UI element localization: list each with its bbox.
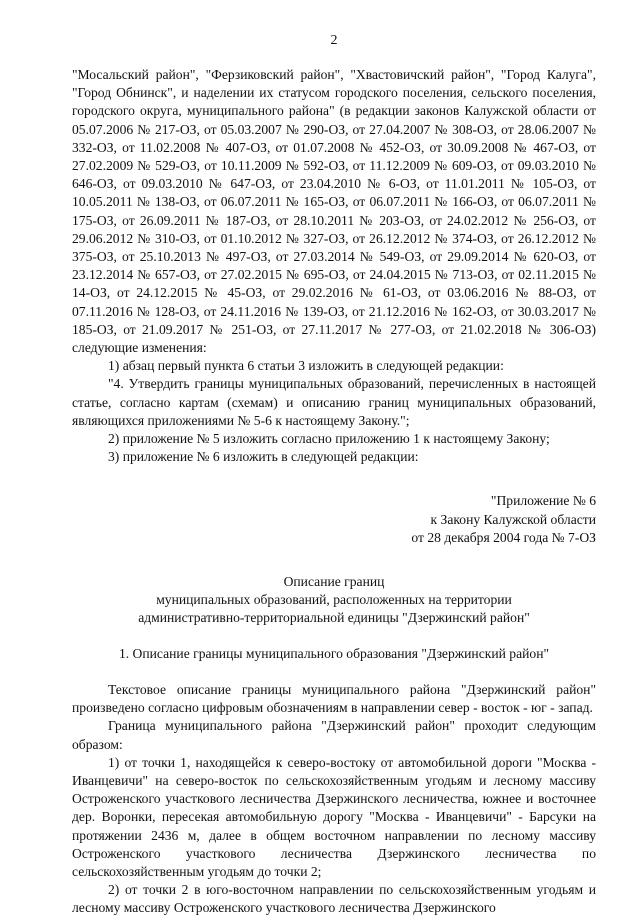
paragraph-item-1: 1) абзац первый пункта 6 статьи 3 изложить в следующей редакции: bbox=[108, 358, 504, 374]
paragraph-item-2: 2) приложение № 5 изложить согласно приложению 1 к настоящему Закону; bbox=[108, 431, 550, 447]
title-line: Описание границ bbox=[283, 574, 385, 590]
paragraph-description-intro: Текстовое описание границы муниципального района "Дзержинский район" произведено согласно цифровым обозначениям в направлении север - восток - юг - запад. bbox=[72, 681, 596, 716]
appendix-note-line: "Приложение № 6 bbox=[490, 493, 596, 509]
title-line: муниципальных образований, расположенных на территории bbox=[156, 592, 512, 608]
paragraph-item-3: 3) приложение № 6 изложить в следующей редакции: bbox=[108, 449, 419, 465]
appendix-note bbox=[72, 492, 596, 547]
body-text-bottom bbox=[72, 681, 596, 918]
paragraph-amendment-intro: "Мосальский район", "Ферзиковский район", "Хвастовичский район", "Город Калуга", "Город Обнинск", и наделении их статусом городского поселения, сельского поселения, городского округа, муниципального района" (в редакции законов Калужской области от 05.07.2006 № 217-ОЗ, от 05.03.2007 № 290-ОЗ, от 27.04.2007 № 308-ОЗ, от 28.06.2007 № 332-ОЗ, от 11.02.2008 № 407-ОЗ, от 01.07.2008 № 452-ОЗ, от 30.09.2008 № 467-ОЗ, от 27.02.2009 № 529-ОЗ, от 10.11.2009 № 592-ОЗ, от 11.12.2009 № 609-ОЗ, от 09.03.2010 № 646-ОЗ, от 09.03.2010 № 647-ОЗ, от 23.04.2010 № 6-ОЗ, от 11.01.2011 № 105-ОЗ, от 10.05.2011 № 138-ОЗ, от 06.07.2011 № 165-ОЗ, от 06.07.2011 № 166-ОЗ, от 06.07.2011 № 175-ОЗ, от 26.09.2011 № 187-ОЗ, от 28.10.2011 № 203-ОЗ, от 24.02.2012 № 256-ОЗ, от 29.06.2012 № 310-ОЗ, от 01.10.2012 № 327-ОЗ, от 26.12.2012 № 374-ОЗ, от 26.12.2012 № 375-ОЗ, от 25.10.2013 № 497-ОЗ, от 27.03.2014 № 549-ОЗ, от 29.09.2014 № 620-ОЗ, от 23.12.2014 № 657-ОЗ, от 27.02.2015 № 695-ОЗ, от 24.04.2015 № 713-ОЗ, от 02.11.2015 № 14-ОЗ, от 24.12.2015 № 45-ОЗ, от 29.02.2016 № 61-ОЗ, от 03.06.2016 № 88-ОЗ, от 07.11.2016 № 128-ОЗ, от 24.11.2016 № 139-ОЗ, от 21.12.2016 № 162-ОЗ, от 30.03.2017 № 185-ОЗ, от 21.09.2017 № 251-ОЗ, от 27.11.2017 № 277-ОЗ, от 21.02.2018 № 306-ОЗ) следующие изменения: bbox=[72, 67, 596, 356]
appendix-note-line: к Закону Калужской области bbox=[430, 511, 596, 527]
body-text-top bbox=[72, 66, 596, 466]
paragraph-point-2: 2) от точки 2 в юго-восточном направлении по сельскохозяйственным угодьям и лесному массиву Остроженского участкового лесничества Дзержинского bbox=[72, 882, 596, 916]
page-number: 2 bbox=[330, 33, 338, 48]
section-heading: 1. Описание границы муниципального образования "Дзержинский район" bbox=[118, 645, 550, 661]
appendix-note-line: от 28 декабря 2004 года № 7-ОЗ bbox=[411, 529, 596, 545]
title-line: административно-территориальной единицы "Дзержинский район" bbox=[138, 610, 530, 626]
paragraph-quote-4: "4. Утвердить границы муниципальных образований, перечисленных в настоящей статье, согласно картам (схемам) и описанию границ муниципальных образований, являющихся приложениями № 5-6 к настоящему Закону."; bbox=[72, 376, 596, 428]
document-title bbox=[72, 573, 596, 628]
paragraph-boundary-intro: Граница муниципального района "Дзержинский район" проходит следующим образом: bbox=[72, 718, 596, 752]
paragraph-point-1: 1) от точки 1, находящейся к северо-востоку от автомобильной дороги "Москва - Иванцевичи" на северо-восток по сельскохозяйственным угодьям и лесному массиву Остроженского участкового лесничества Дзержинского лесничества, южнее и восточнее дер. Воронки, пересекая автомобильную дорогу "Москва - Иванцевичи" - Барсуки на протяжении 2436 м, далее в общем восточном направлении по лесному массиву Остроженского участкового лесничества Дзержинского лесничества по сельскохозяйственным угодьям до точки 2; bbox=[72, 754, 596, 879]
